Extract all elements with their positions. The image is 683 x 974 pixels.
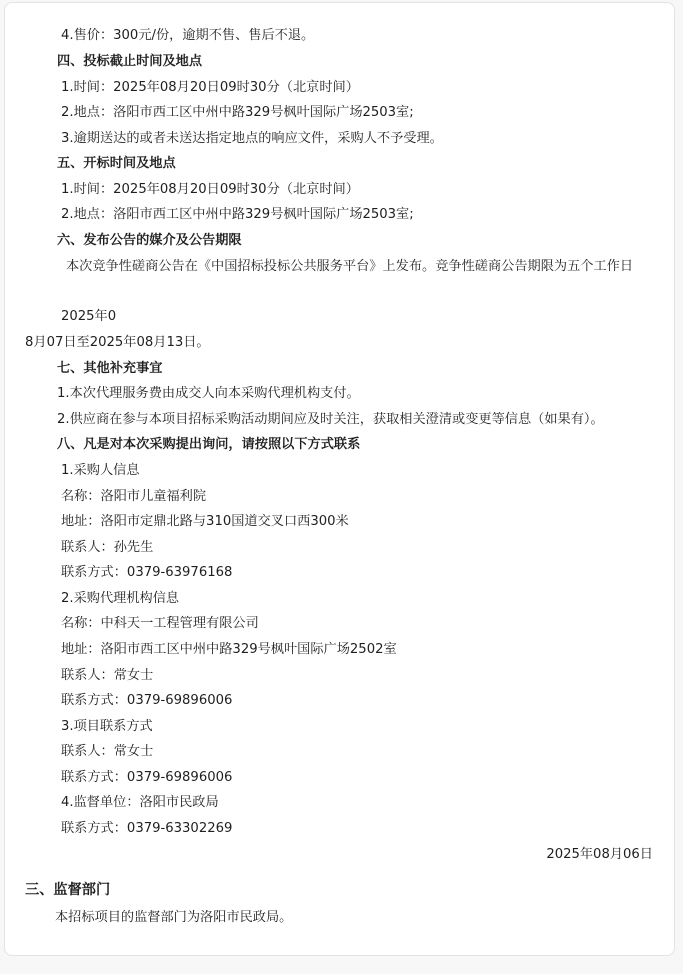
purchaser-phone: 联系方式：0379-63976168: [61, 565, 233, 580]
purchaser-address: 地址：洛阳市定鼎北路与310国道交叉口西300米: [61, 514, 349, 529]
supplement-item-1: 1.本次代理服务费由成交人向本采购代理机构支付。: [57, 386, 360, 401]
section-6-heading: 六、发布公告的媒介及公告期限: [57, 233, 242, 248]
purchaser-contact: 联系人：孙先生: [61, 540, 154, 555]
section-3-heading: 三、监督部门: [25, 882, 111, 898]
supervisor-phone: 联系方式：0379-63302269: [61, 821, 233, 836]
purchaser-name: 名称：洛阳市儿童福利院: [61, 489, 207, 504]
supervision-department-text: 本招标项目的监督部门为洛阳市民政局。: [55, 910, 293, 925]
opening-place: 2.地点：洛阳市西工区中州中路329号枫叶国际广场2503室;: [61, 207, 414, 222]
bid-deadline-time: 1.时间：2025年08月20日09时30分（北京时间）: [61, 80, 359, 95]
supervisor-unit: 4.监督单位：洛阳市民政局: [61, 795, 219, 810]
section-5-heading: 五、开标时间及地点: [57, 156, 176, 171]
bid-deadline-place: 2.地点：洛阳市西工区中州中路329号枫叶国际广场2503室;: [61, 105, 414, 120]
agency-title: 2.采购代理机构信息: [61, 591, 180, 606]
publication-date-part2: 8月07日至2025年08月13日。: [25, 335, 210, 350]
supplement-item-2: 2.供应商在参与本项目招标采购活动期间应及时关注，获取相关澄清或变更等信息（如果有）。: [57, 412, 604, 427]
section-8-heading: 八、凡是对本次采购提出询问，请按照以下方式联系: [57, 437, 361, 452]
agency-address: 地址：洛阳市西工区中州中路329号枫叶国际广场2502室: [61, 642, 397, 657]
signature-date: 2025年08月06日: [546, 847, 653, 862]
project-contact-phone: 联系方式：0379-69896006: [61, 770, 233, 785]
publication-media-text: 本次竞争性磋商公告在《中国招标投标公共服务平台》上发布。竞争性磋商公告期限为五个工作日: [66, 259, 634, 274]
project-contact-title: 3.项目联系方式: [61, 719, 153, 734]
agency-contact: 联系人：常女士: [61, 668, 154, 683]
purchaser-title: 1.采购人信息: [61, 463, 140, 478]
sale-price-line: 4.售价：300元/份，逾期不售、售后不退。: [61, 28, 315, 43]
announcement-card: [4, 2, 675, 956]
late-submission-note: 3.逾期送达的或者未送达指定地点的响应文件，采购人不予受理。: [61, 131, 443, 146]
agency-name: 名称：中科天一工程管理有限公司: [61, 616, 259, 631]
publication-date-part1: 2025年0: [61, 309, 117, 324]
section-7-heading: 七、其他补充事宜: [57, 361, 163, 376]
section-4-heading: 四、投标截止时间及地点: [57, 54, 203, 69]
project-contact-person: 联系人：常女士: [61, 744, 154, 759]
agency-phone: 联系方式：0379-69896006: [61, 693, 233, 708]
opening-time: 1.时间：2025年08月20日09时30分（北京时间）: [61, 182, 359, 197]
